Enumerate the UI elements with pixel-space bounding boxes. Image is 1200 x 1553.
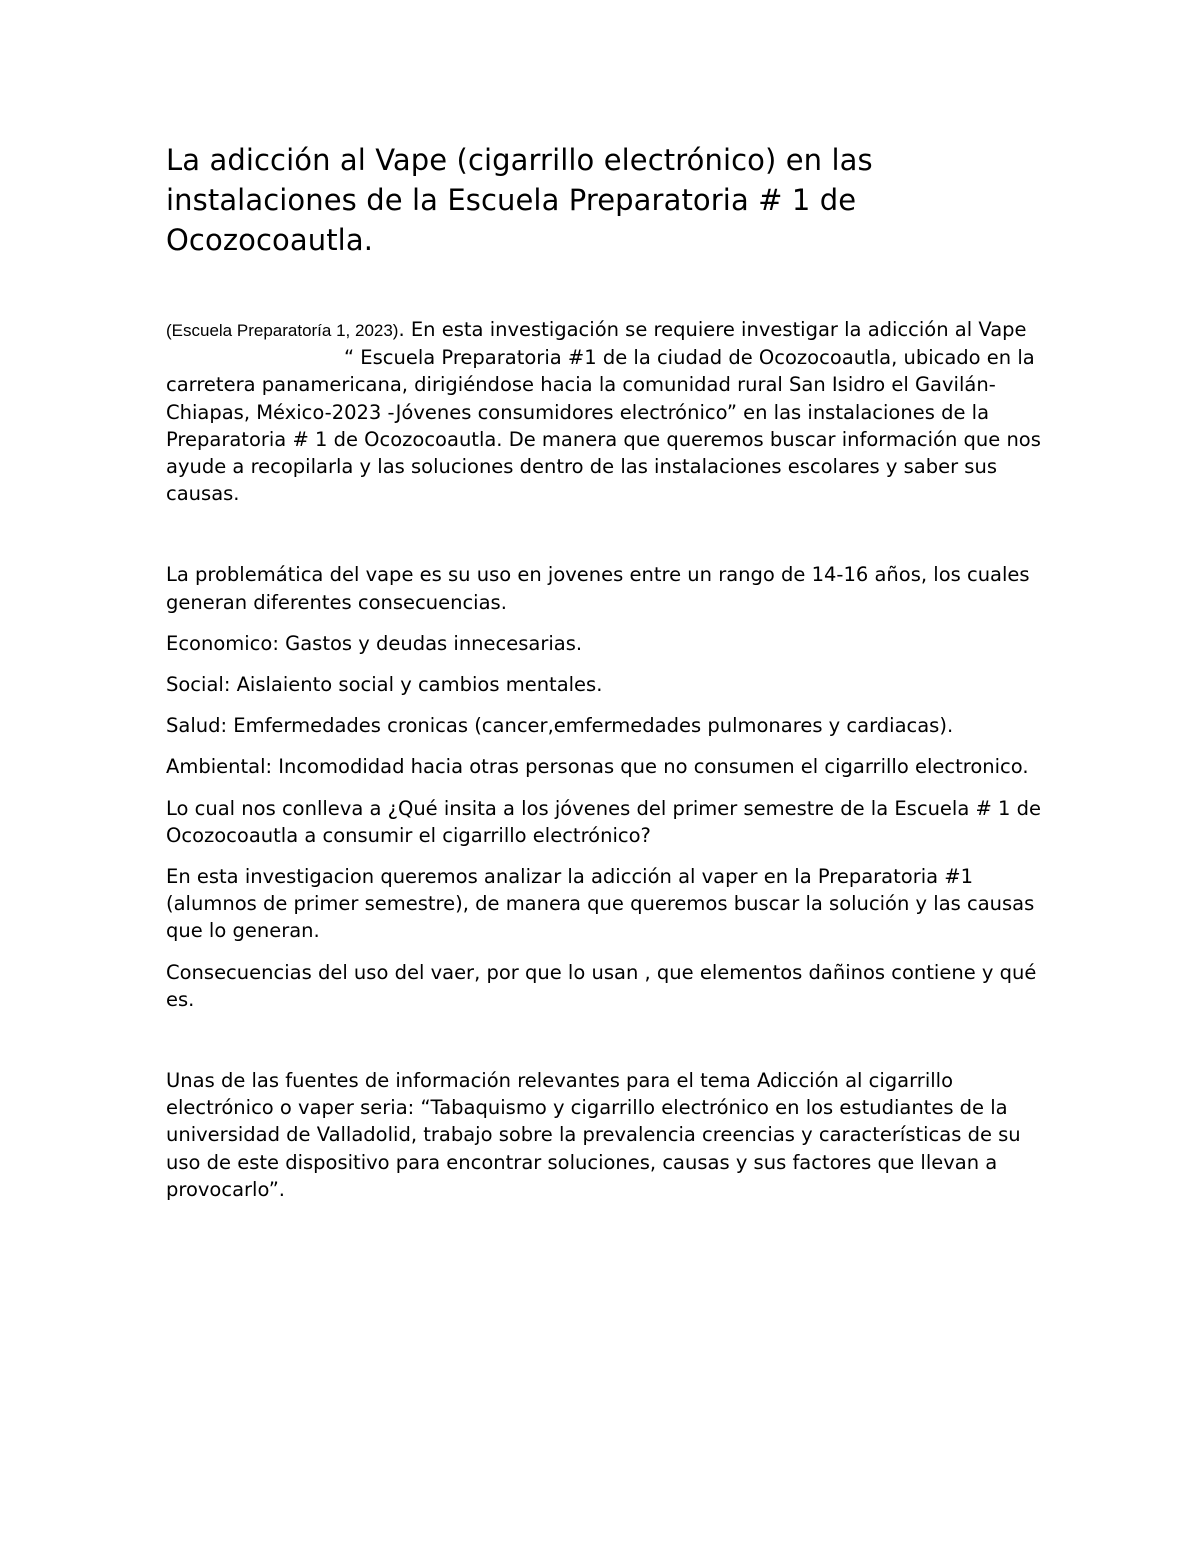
environmental-consequence: Ambiental: Incomodidad hacia otras personas que no consumen el cigarrillo electronico. [166,755,1029,779]
document-title: La adicción al Vape (cigarrillo electrónico) en las instalaciones de la Escuela Preparatoria # 1 de Ocozocoautla. [166,143,873,257]
consequences-paragraph: Consecuencias del uso del vaer, por que lo usan , que elementos dañinos contiene y qué es. [166,960,1037,1011]
social-consequence: Social: Aislaiento social y cambios mentales. [166,673,603,697]
intro-text-start: . En esta investigación se requiere investigar la adicción al Vape [398,318,1027,341]
economic-consequence: Economico: Gastos y deudas innecesarias. [166,631,583,655]
problem-paragraph: La problemática del vape es su uso en jovenes entre un rango de 14-16 años, los cuales generan diferentes consecuencias. [166,563,1030,614]
research-question: Lo cual nos conlleva a ¿Qué insita a los jóvenes del primer semestre de la Escuela # 1 de Ocozocoautla a consumir el cigarrillo electrónico? [166,796,1042,847]
intro-paragraph [166,316,1046,507]
research-paragraph: En esta investigacion queremos analizar la adicción al vaper en la Preparatoria #1 (alumnos de primer semestre), de manera que queremos buscar la solución y las causas que lo generan. [166,865,1035,943]
sources-paragraph: Unas de las fuentes de información relevantes para el tema Adicción al cigarrillo electrónico o vaper seria: “Tabaquismo y cigarrillo electrónico en los estudiantes de la universidad de Valladolid, trabajo sobre la prevalencia creencias y características de su uso de este dispositivo para encontrar soluciones, causas y sus factores que llevan a provocarlo”. [166,1069,1021,1201]
health-consequence: Salud: Emfermedades cronicas (cancer,emfermedades pulmonares y cardiacas). [166,714,954,738]
intro-citation: (Escuela Preparatoría 1, 2023) [166,321,399,340]
document-body [166,140,1046,1203]
intro-text-end: “ Escuela Preparatoria #1 de la ciudad de Ocozocoautla, ubicado en la carretera panamericana, dirigiéndose hacia la comunidad rural San Isidro el Gavilán-Chiapas, México-2023 -Jóvenes consumidores electrónico” en las instalaciones de la Preparatoria # 1 de Ocozocoautla. De manera que queremos buscar información que nos ayude a recopilarla y las soluciones dentro de las instalaciones escolares y saber sus causas. [166,346,1041,506]
